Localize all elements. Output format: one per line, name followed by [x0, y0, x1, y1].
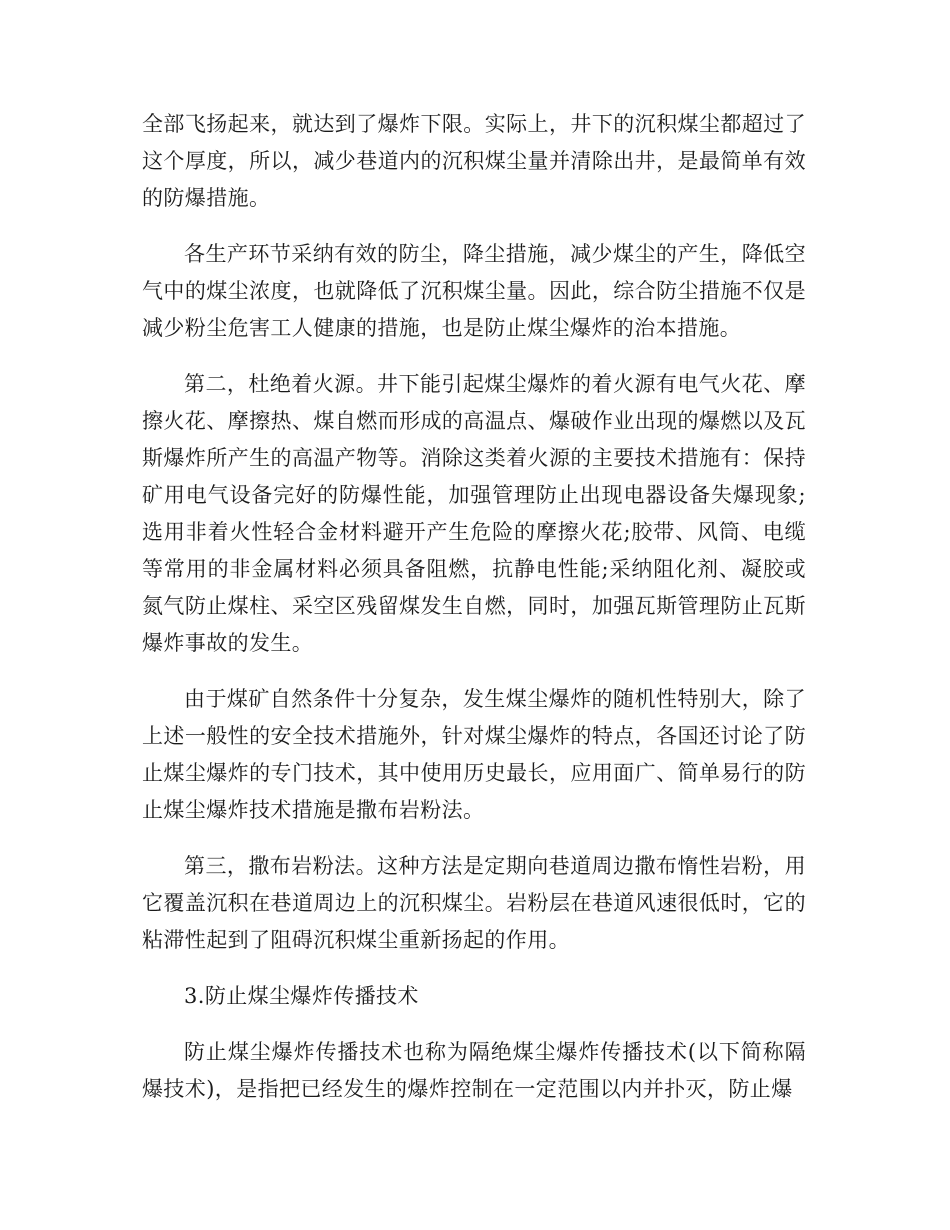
paragraph-rock-dust: 第三，撒布岩粉法。这种方法是定期向巷道周边撒布惰性岩粉，用它覆盖沉积在巷道周边上的沉积煤尘。岩粉层在巷道风速很低时，它的粘滞性起到了阻碍沉积煤尘重新扬起的作用。	[142, 854, 806, 952]
paragraph-dust-limit: 全部飞扬起来，就达到了爆炸下限。实际上，井下的沉积煤尘都超过了这个厚度，所以，减少巷道内的沉积煤尘量并清除出井，是最简单有效的防爆措施。	[142, 112, 806, 210]
paragraph-explosion-isolation: 防止煤尘爆炸传播技术也称为隔绝煤尘爆炸传播技术(以下简称隔爆技术)，是指把已经发生的爆炸控制在一定范围以内并扑灭，防止爆	[142, 1040, 806, 1101]
document-body	[142, 106, 806, 1127]
paragraph-dust-prevention: 各生产环节采纳有效的防尘，降尘措施，减少煤尘的产生，降低空气中的煤尘浓度，也就降低了沉积煤尘量。因此，综合防尘措施不仅是减少粉尘危害工人健康的措施，也是防止煤尘爆炸的治本措施。	[142, 242, 806, 340]
paragraph-special-techniques: 由于煤矿自然条件十分复杂，发生煤尘爆炸的随机性特别大，除了上述一般性的安全技术措施外，针对煤尘爆炸的特点，各国还讨论了防止煤尘爆炸的专门技术，其中使用历史最长，应用面广、简单易行的防止煤尘爆炸技术措施是撒布岩粉法。	[142, 687, 806, 822]
paragraph-ignition-sources: 第二，杜绝着火源。井下能引起煤尘爆炸的着火源有电气火花、摩擦火花、摩擦热、煤自燃而形成的高温点、爆破作业出现的爆燃以及瓦斯爆炸所产生的高温产物等。消除这类着火源的主要技术措施有：保持矿用电气设备完好的防爆性能，加强管理防止出现电器设备失爆现象;选用非着火性轻合金材料避开产生危险的摩擦火花;胶带、风筒、电缆等常用的非金属材料必须具备阻燃，抗静电性能;采纳阻化剂、凝胶或氮气防止煤柱、采空区残留煤发生自燃，同时，加强瓦斯管理防止瓦斯爆炸事故的发生。	[142, 372, 806, 655]
section-heading-propagation: 3.防止煤尘爆炸传播技术	[184, 984, 419, 1008]
